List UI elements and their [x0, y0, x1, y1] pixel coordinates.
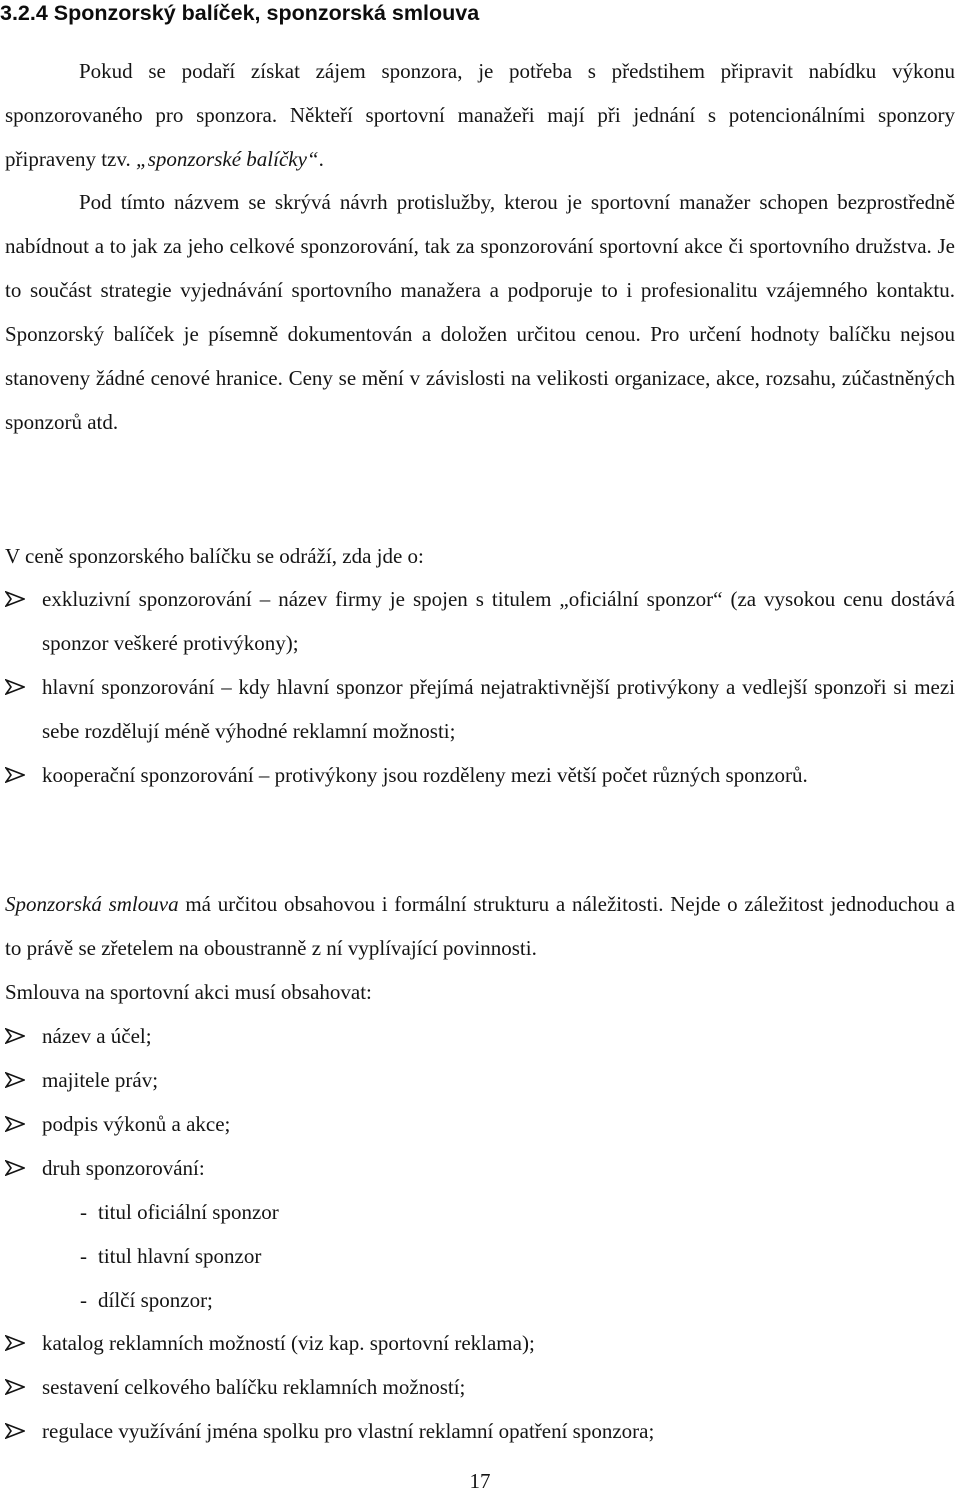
arrowhead-bullet-icon: [5, 1335, 25, 1351]
arrowhead-bullet-icon: [5, 1160, 25, 1176]
arrowhead-bullet-icon: [5, 1423, 25, 1439]
list-item-text: exkluzivní sponzorování – název firmy je spojen s titulem „oficiální sponzor“ (za vysokou cenu dostává sponzor veškeré protivýkony);: [42, 587, 955, 655]
paragraph-definition: Pod tímto názvem se skrývá návrh protislužby, kterou je sportovní manažer schopen bezprostředně nabídnout a to jak za jeho celkové sponzorování, tak za sponzorování sportovní akce či sportovního družstva. Je to součást strategie vyjednávání sportovního manažera a podporuje to i profesionalitu vzájemného kontaktu. Sponzorský balíček je písemně dokumentován a doložen určitou cenou. Pro určení hodnoty balíčku nejsou stanoveny žádné cenové hranice. Ceny se mění v závislosti na velikosti organizace, akce, rozsahu, zúčastněných sponzorů atd.: [5, 190, 955, 434]
paragraph-contract-text: má určitou obsahovou i formální strukturu a náležitosti. Nejde o záležitost jednoduchou a to právě se zřetelem na oboustranně z ní vyplívající povinnosti.: [5, 892, 955, 960]
list-item-text: název a účel;: [42, 1024, 152, 1048]
list-item-text: regulace využívání jména spolku pro vlastní reklamní opatření sponzora;: [42, 1419, 655, 1443]
arrowhead-bullet-icon: [5, 1379, 25, 1395]
list-item: [5, 753, 955, 797]
list-item: [5, 1409, 955, 1453]
arrowhead-bullet-icon: [5, 679, 25, 695]
list-item-text: kooperační sponzorování – protivýkony jsou rozděleny mezi větší počet různých sponzorů.: [42, 763, 808, 787]
paragraph-intro: [5, 49, 955, 181]
term-sponzorske-balicky: „sponzorské balíčky“: [136, 147, 319, 171]
list-item-text: majitele práv;: [42, 1068, 159, 1092]
dash-marker: -: [80, 1288, 87, 1312]
dash-item-text: titul oficiální sponzor: [98, 1200, 279, 1224]
list-item: [5, 1014, 955, 1058]
paragraph-price-intro: V ceně sponzorského balíčku se odráží, zda jde o:: [5, 544, 424, 568]
list-item-text: katalog reklamních možností (viz kap. sportovní reklama);: [42, 1331, 535, 1355]
list-item: [5, 1146, 955, 1190]
list-item: [5, 1365, 955, 1409]
section-heading: 3.2.4 Sponzorský balíček, sponzorská smlouva: [0, 1, 480, 25]
list-item-text: sestavení celkového balíčku reklamních možností;: [42, 1375, 466, 1399]
list-item-text: podpis výkonů a akce;: [42, 1112, 231, 1136]
dash-item: [80, 1234, 279, 1278]
arrowhead-bullet-icon: [5, 1028, 25, 1044]
term-sponzorska-smlouva: Sponzorská smlouva: [5, 892, 179, 916]
sponsorship-types-list: [5, 577, 955, 797]
dash-marker: -: [80, 1244, 87, 1268]
list-item: [5, 577, 955, 665]
dash-item-text: titul hlavní sponzor: [98, 1244, 262, 1268]
dash-marker: -: [80, 1200, 87, 1224]
list-item: [5, 1058, 955, 1102]
sponsorship-titles-list: [80, 1190, 279, 1322]
list-item-text: hlavní sponzorování – kdy hlavní sponzor přejímá nejatraktivnější protivýkony a vedlejší sponzoři si mezi sebe rozdělují méně výhodné reklamní možnosti;: [42, 675, 955, 743]
paragraph-contract-contents: Smlouva na sportovní akci musí obsahovat:: [5, 980, 372, 1004]
dash-item: [80, 1278, 279, 1322]
arrowhead-bullet-icon: [5, 767, 25, 783]
dash-item-text: dílčí sponzor;: [98, 1288, 213, 1312]
paragraph-intro-text: Pokud se podaří získat zájem sponzora, je potřeba s předstihem připravit nabídku výkonu sponzorovaného pro sponzora. Někteří sportovní manažeři mají při jednání s potencionálními sponzory připraveny tzv.: [5, 59, 955, 171]
contract-contents-list-continued: [5, 1321, 955, 1453]
page-number: 17: [469, 1469, 491, 1493]
paragraph-intro-tail: .: [318, 147, 324, 171]
list-item: [5, 1321, 955, 1365]
contract-contents-list: [5, 1014, 955, 1190]
list-item: [5, 665, 955, 753]
arrowhead-bullet-icon: [5, 1116, 25, 1132]
paragraph-contract: [5, 882, 955, 970]
list-item: [5, 1102, 955, 1146]
arrowhead-bullet-icon: [5, 591, 25, 607]
arrowhead-bullet-icon: [5, 1072, 25, 1088]
list-item-text: druh sponzorování:: [42, 1156, 205, 1180]
dash-item: [80, 1190, 279, 1234]
